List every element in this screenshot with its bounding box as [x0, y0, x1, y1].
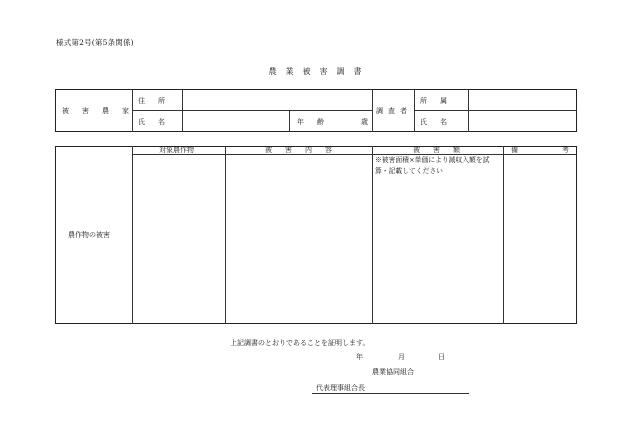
crop-damage-row-label: 農作物の被害 — [68, 231, 110, 239]
certification-statement: 上記調書のとおりであることを証明します。 — [230, 339, 370, 347]
name-label: 氏名 — [138, 118, 178, 126]
investigator-name-field[interactable] — [472, 117, 572, 129]
form-number: 様式第2号(第5条関係) — [56, 38, 134, 47]
investigator-name-label: 氏名 — [420, 118, 460, 126]
damage-amount-note: ※被害面積×単価により減収入額を試算・記載してください — [375, 156, 490, 175]
representative-title: 代表理事組合長 — [316, 384, 365, 392]
column-header-amount: 被害額 — [413, 146, 473, 154]
year-label: 年 — [356, 353, 363, 361]
crop-col-divider — [225, 146, 226, 324]
affiliation-label-divider — [468, 89, 469, 132]
farmer-label: 被害農家 — [62, 107, 142, 115]
address-field[interactable] — [186, 96, 368, 108]
address-label: 住所 — [138, 97, 178, 105]
name-field[interactable] — [186, 117, 286, 129]
row-label-divider — [132, 146, 133, 324]
affiliation-field[interactable] — [472, 96, 572, 108]
column-header-remarks: 備考 — [511, 146, 613, 154]
remarks-cell[interactable] — [507, 158, 573, 320]
month-label: 月 — [398, 353, 405, 361]
content-col-divider — [372, 146, 373, 324]
amount-cell[interactable] — [376, 180, 500, 320]
age-left-divider — [289, 110, 290, 132]
affiliation-label: 所属 — [420, 97, 460, 105]
farmer-row-divider — [132, 110, 372, 111]
crop-cell[interactable] — [136, 158, 222, 320]
column-header-crop: 対象農作物 — [159, 146, 194, 154]
column-header-content: 被害内容 — [265, 146, 345, 154]
signature-line — [312, 393, 469, 394]
investigator-left-divider — [372, 89, 373, 132]
investigator-label: 調査者 — [376, 107, 412, 115]
investigator-label-divider — [414, 89, 415, 132]
amount-col-divider — [503, 146, 504, 324]
organization-name: 農業協同組合 — [372, 368, 414, 376]
investigator-row-divider — [414, 110, 577, 111]
content-cell[interactable] — [229, 158, 369, 320]
address-label-divider — [182, 89, 183, 132]
document-title: 農業被害調書 — [268, 67, 371, 76]
age-label: 年齢 — [297, 118, 337, 126]
day-label: 日 — [438, 353, 445, 361]
age-suffix: 歳 — [361, 118, 368, 126]
